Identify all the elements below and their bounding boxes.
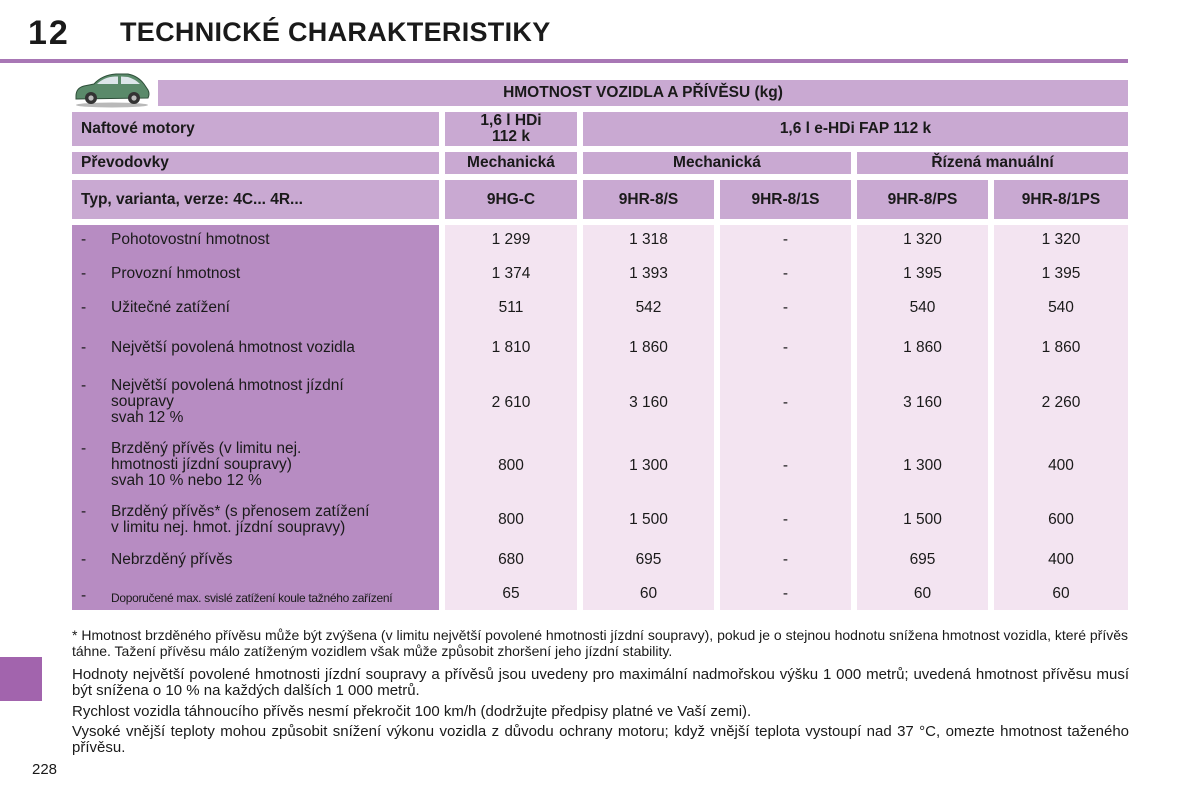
type-header: 9HG-C	[445, 180, 577, 219]
row-label-text: Největší povolená hmotnost vozidla	[111, 339, 355, 356]
row-label-text: Brzděný přívěs* (s přenosem zatížení v limitu nej. hmot. jízdní soupravy)	[111, 503, 370, 536]
table-cell: 2 260	[1041, 394, 1081, 411]
table-cell: 542	[635, 299, 662, 316]
table-cell: 1 299	[491, 231, 531, 248]
table-cell: 1 393	[629, 265, 668, 282]
gearbox-header: Řízená manuální	[857, 152, 1128, 174]
page-number: 228	[32, 761, 58, 778]
table-cell: 1 320	[903, 231, 942, 248]
row-label-text: Brzděný přívěs (v limitu nej. hmotnosti jízdní soupravy) svah 10 % nebo 12 %	[111, 440, 302, 489]
row-dash: -	[81, 503, 87, 520]
table-cell: -	[782, 265, 789, 282]
table-cell: 2 610	[491, 394, 531, 411]
chapter-number: 12	[28, 14, 70, 52]
gearbox-label: Převodovky	[72, 152, 439, 174]
table-cell: -	[782, 551, 789, 568]
table-cell: 1 500	[903, 511, 942, 528]
table-cell: 3 160	[629, 394, 668, 411]
table-cell: 800	[498, 457, 524, 474]
table-cell: 60	[639, 585, 658, 602]
gearbox-header: Mechanická	[445, 152, 577, 174]
table-cell: -	[782, 231, 789, 248]
table-cell: -	[782, 511, 789, 528]
row-dash: -	[81, 265, 87, 282]
page-title: TECHNICKÉ CHARAKTERISTIKY	[120, 17, 551, 47]
note-altitude: Hodnoty největší povolené hmotnosti jízdní soupravy a přívěsů jsou uvedeny pro maximální nadmořskou výšku 1 000 metrů; uvedená hmotnost přívěsu musí být snížena o 10 % na každých dalších 1 000 metrů.	[72, 666, 1129, 699]
table-cell: 1 374	[491, 265, 531, 282]
row-label-text: Nebrzděný přívěs	[111, 551, 233, 568]
table-cell: 1 860	[1041, 339, 1081, 356]
title-divider	[0, 59, 1128, 63]
row-label-text: Provozní hmotnost	[111, 265, 241, 282]
row-label-text: Užitečné zatížení	[111, 299, 230, 316]
type-header: 9HR-8/PS	[857, 180, 988, 219]
gearbox-header: Mechanická	[583, 152, 851, 174]
row-label-text: Doporučené max. svislé zatížení koule tažného zařízení	[111, 591, 393, 605]
table-cell: 1 395	[1041, 265, 1081, 282]
type-header: 9HR-8/S	[583, 180, 714, 219]
row-label-text: Pohotovostní hmotnost	[111, 231, 270, 248]
table-cell: 1 318	[629, 231, 668, 248]
table-cell: 1 300	[629, 457, 668, 474]
type-header: 9HR-8/1PS	[994, 180, 1128, 219]
row-dash: -	[81, 440, 87, 457]
table-cell: 540	[909, 299, 936, 316]
engine-header: 1,6 l HDi 112 k	[445, 112, 577, 146]
engine-header: 1,6 l e-HDi FAP 112 k	[583, 112, 1128, 146]
table-cell: -	[782, 339, 789, 356]
table-cell: 1 860	[629, 339, 668, 356]
chapter-tab	[0, 657, 42, 701]
table-cell: 60	[913, 585, 932, 602]
table-cell: 65	[502, 585, 520, 602]
table-cell: 60	[1052, 585, 1070, 602]
table-cell: -	[782, 394, 789, 411]
table-cell: 1 320	[1041, 231, 1081, 248]
row-dash: -	[81, 377, 87, 394]
table-cell: 540	[1048, 299, 1074, 316]
engine-label: Naftové motory	[72, 112, 439, 146]
footnote: * Hmotnost brzděného přívěsu může být zvýšena (v limitu největší povolené hmotnosti jízdní soupravy), pokud je o stejnou hodnotu snížena hmotnost vozidla, které přívěs táhne. Tažení přívěsu málo zatíženým vozidlem však může způsobit zhoršení jeho jízdní stability.	[72, 627, 1129, 659]
row-dash: -	[81, 551, 87, 568]
type-label: Typ, varianta, verze: 4C... 4R...	[72, 180, 439, 219]
table-cell: -	[782, 457, 789, 474]
table-cell: -	[782, 299, 789, 316]
row-dash: -	[81, 299, 87, 316]
car-icon	[72, 68, 152, 108]
type-header: 9HR-8/1S	[720, 180, 851, 219]
row-label-text: Největší povolená hmotnost jízdní soupravy svah 12 %	[111, 377, 344, 426]
table-cell: 680	[498, 551, 524, 568]
note-temperature: Vysoké vnější teploty mohou způsobit snížení výkonu vozidla z důvodu ochrany motoru; když vnější teplota vystoupí nad 37 °C, omezte hmotnost taženého přívěsu.	[72, 723, 1129, 756]
table-cell: 1 860	[903, 339, 942, 356]
table-cell: 695	[635, 551, 662, 568]
table-cell: 1 300	[903, 457, 942, 474]
table-title: HMOTNOST VOZIDLA A PŘÍVĚSU (kg)	[158, 80, 1128, 106]
table-cell: 1 500	[629, 511, 668, 528]
table-cell: 3 160	[903, 394, 942, 411]
table-cell: 695	[909, 551, 936, 568]
row-dash: -	[81, 587, 87, 604]
table-cell: 1 395	[903, 265, 942, 282]
table-cell: 400	[1048, 457, 1074, 474]
table-cell: 800	[498, 511, 524, 528]
table-cell: 1 810	[491, 339, 531, 356]
row-dash: -	[81, 339, 87, 356]
table-cell: 400	[1048, 551, 1074, 568]
note-speed: Rychlost vozidla táhnoucího přívěs nesmí překročit 100 km/h (dodržujte předpisy platné ve Vaší zemi).	[72, 703, 752, 720]
table-cell: -	[782, 585, 789, 602]
table-cell: 600	[1048, 511, 1074, 528]
row-dash: -	[81, 231, 87, 248]
table-cell: 511	[498, 299, 524, 316]
